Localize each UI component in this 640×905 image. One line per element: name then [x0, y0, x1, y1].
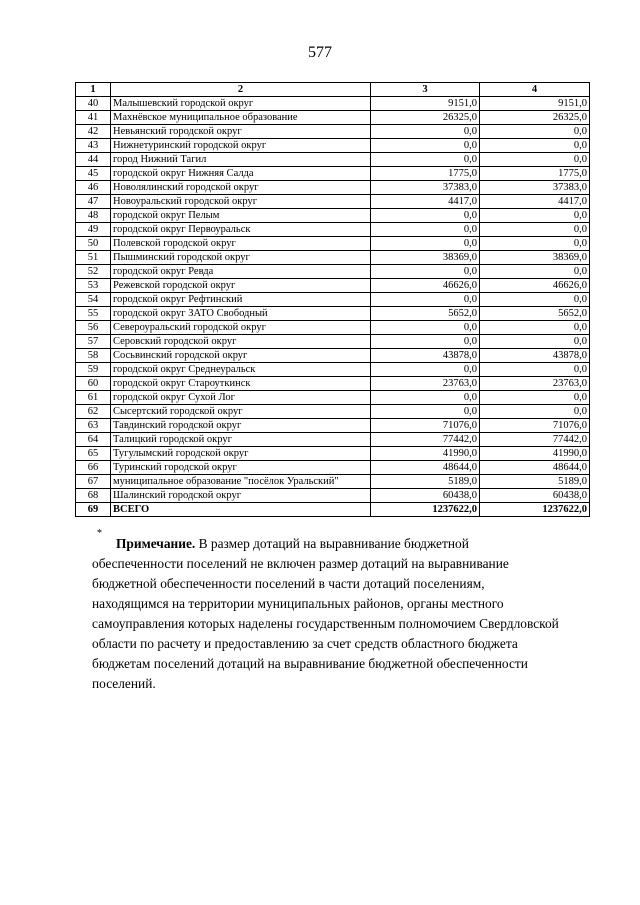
total-municipality-name: ВСЕГО [111, 503, 371, 517]
municipality-name: Махнёвское муниципальное образование [111, 111, 371, 125]
page-number: 577 [308, 44, 332, 61]
value-col-4: 9151,0 [480, 97, 590, 111]
table-row [76, 377, 590, 391]
municipality-name: Полевской городской округ [111, 237, 371, 251]
row-number: 55 [76, 307, 111, 321]
header-col-2: 2 [111, 83, 371, 97]
table-row [76, 433, 590, 447]
table-row [76, 489, 590, 503]
value-col-4: 4417,0 [480, 195, 590, 209]
value-col-3: 0,0 [371, 265, 480, 279]
note-paragraph [92, 534, 562, 694]
row-number: 50 [76, 237, 111, 251]
row-number: 48 [76, 209, 111, 223]
row-number: 60 [76, 377, 111, 391]
row-number: 45 [76, 167, 111, 181]
value-col-4: 26325,0 [480, 111, 590, 125]
value-col-4: 38369,0 [480, 251, 590, 265]
value-col-3: 4417,0 [371, 195, 480, 209]
value-col-3: 0,0 [371, 405, 480, 419]
value-col-3: 9151,0 [371, 97, 480, 111]
row-number: 42 [76, 125, 111, 139]
value-col-4: 0,0 [480, 293, 590, 307]
municipality-name: Тавдинский городской округ [111, 419, 371, 433]
row-number: 62 [76, 405, 111, 419]
value-col-4: 0,0 [480, 237, 590, 251]
table-row [76, 237, 590, 251]
municipality-name: Шалинский городской округ [111, 489, 371, 503]
value-col-3: 0,0 [371, 321, 480, 335]
value-col-3: 0,0 [371, 125, 480, 139]
municipality-name: Невьянский городской округ [111, 125, 371, 139]
municipality-name: Пышминский городской округ [111, 251, 371, 265]
table-row [76, 321, 590, 335]
municipality-name: городской округ Пелым [111, 209, 371, 223]
municipality-name: город Нижний Тагил [111, 153, 371, 167]
value-col-3: 5652,0 [371, 307, 480, 321]
value-col-3: 37383,0 [371, 181, 480, 195]
value-col-3: 60438,0 [371, 489, 480, 503]
value-col-4: 60438,0 [480, 489, 590, 503]
note-block [92, 534, 562, 694]
table-row [76, 335, 590, 349]
table-header [76, 83, 590, 97]
value-col-4: 0,0 [480, 139, 590, 153]
row-number: 54 [76, 293, 111, 307]
value-col-3: 23763,0 [371, 377, 480, 391]
value-col-4: 0,0 [480, 223, 590, 237]
value-col-4: 71076,0 [480, 419, 590, 433]
value-col-4: 41990,0 [480, 447, 590, 461]
table-row [76, 391, 590, 405]
value-col-3: 0,0 [371, 335, 480, 349]
municipality-name: Сосьвинский городской округ [111, 349, 371, 363]
table-row [76, 125, 590, 139]
value-col-4: 0,0 [480, 405, 590, 419]
table-row [76, 279, 590, 293]
note-text: В размер дотаций на выравнивание бюджетной обеспеченности поселений не включен размер дотаций на выравнивание бюджетной обеспеченности поселений в части дотаций поселениям, находящимся на территории муниципальных районов, органы местного самоуправления которых наделены государственным полномочием Свердловской области по расчету и предоставлению за счет средств областного бюджета бюджетам поселений дотаций на выравнивание бюджетной обеспеченности поселений. [92, 536, 559, 691]
note-label: Примечание. [116, 536, 196, 551]
header-col-4: 4 [480, 83, 590, 97]
value-col-3: 0,0 [371, 139, 480, 153]
municipality-name: городской округ Ревда [111, 265, 371, 279]
total-value-col-3: 1237622,0 [371, 503, 480, 517]
row-number: 41 [76, 111, 111, 125]
table-row [76, 363, 590, 377]
table-row [76, 307, 590, 321]
row-number: 46 [76, 181, 111, 195]
value-col-4: 0,0 [480, 335, 590, 349]
row-number: 53 [76, 279, 111, 293]
row-number: 51 [76, 251, 111, 265]
row-number: 64 [76, 433, 111, 447]
municipality-name: Серовский городской округ [111, 335, 371, 349]
municipality-name: городской округ Рефтинский [111, 293, 371, 307]
value-col-3: 48644,0 [371, 461, 480, 475]
value-col-4: 48644,0 [480, 461, 590, 475]
table-row [76, 349, 590, 363]
municipality-name: Новоуральский городской округ [111, 195, 371, 209]
table-row [76, 293, 590, 307]
value-col-3: 1775,0 [371, 167, 480, 181]
value-col-4: 0,0 [480, 321, 590, 335]
value-col-3: 0,0 [371, 293, 480, 307]
municipality-name: Талицкий городской округ [111, 433, 371, 447]
row-number: 43 [76, 139, 111, 153]
value-col-3: 41990,0 [371, 447, 480, 461]
table-row [76, 167, 590, 181]
municipality-name: городской округ Староуткинск [111, 377, 371, 391]
municipality-name: муниципальное образование "посёлок Уральский" [111, 475, 371, 489]
value-col-4: 0,0 [480, 125, 590, 139]
municipality-name: Тугулымский городской округ [111, 447, 371, 461]
value-col-4: 77442,0 [480, 433, 590, 447]
value-col-3: 0,0 [371, 223, 480, 237]
row-number: 47 [76, 195, 111, 209]
row-number: 40 [76, 97, 111, 111]
table-body [76, 97, 590, 517]
row-number: 56 [76, 321, 111, 335]
table-row [76, 265, 590, 279]
value-col-3: 0,0 [371, 209, 480, 223]
municipality-name: Нижнетуринский городской округ [111, 139, 371, 153]
value-col-3: 43878,0 [371, 349, 480, 363]
header-col-3: 3 [371, 83, 480, 97]
table-row [76, 209, 590, 223]
table-row [76, 181, 590, 195]
row-number: 59 [76, 363, 111, 377]
row-number: 52 [76, 265, 111, 279]
row-number: 68 [76, 489, 111, 503]
value-col-4: 23763,0 [480, 377, 590, 391]
municipality-name: Туринский городской округ [111, 461, 371, 475]
municipality-name: Новолялинский городской округ [111, 181, 371, 195]
table-header-row [76, 83, 590, 97]
header-col-1: 1 [76, 83, 111, 97]
value-col-4: 0,0 [480, 391, 590, 405]
municipality-name: Сысертский городской округ [111, 405, 371, 419]
value-col-3: 26325,0 [371, 111, 480, 125]
table-row [76, 223, 590, 237]
value-col-3: 38369,0 [371, 251, 480, 265]
table-row [76, 447, 590, 461]
note-asterisk: * [97, 528, 102, 539]
row-number: 65 [76, 447, 111, 461]
value-col-4: 0,0 [480, 209, 590, 223]
row-number: 49 [76, 223, 111, 237]
municipality-name: городской округ Среднеуральск [111, 363, 371, 377]
row-number: 44 [76, 153, 111, 167]
value-col-4: 1775,0 [480, 167, 590, 181]
value-col-4: 0,0 [480, 153, 590, 167]
value-col-4: 0,0 [480, 363, 590, 377]
table-row [76, 475, 590, 489]
municipality-name: городской округ Первоуральск [111, 223, 371, 237]
value-col-4: 0,0 [480, 265, 590, 279]
value-col-3: 0,0 [371, 363, 480, 377]
municipality-name: Североуральский городской округ [111, 321, 371, 335]
table-row [76, 461, 590, 475]
total-value-col-4: 1237622,0 [480, 503, 590, 517]
value-col-3: 46626,0 [371, 279, 480, 293]
row-number: 57 [76, 335, 111, 349]
value-col-3: 77442,0 [371, 433, 480, 447]
row-number: 66 [76, 461, 111, 475]
table-row [76, 251, 590, 265]
municipality-name: городской округ Нижняя Салда [111, 167, 371, 181]
subsidy-table [75, 82, 590, 517]
value-col-3: 5189,0 [371, 475, 480, 489]
value-col-4: 43878,0 [480, 349, 590, 363]
table-row [76, 195, 590, 209]
row-number: 63 [76, 419, 111, 433]
table-row [76, 97, 590, 111]
row-number: 61 [76, 391, 111, 405]
table-row [76, 139, 590, 153]
value-col-3: 0,0 [371, 153, 480, 167]
municipality-name: Малышевский городской округ [111, 97, 371, 111]
municipality-name: городской округ Сухой Лог [111, 391, 371, 405]
table-row [76, 419, 590, 433]
value-col-3: 0,0 [371, 237, 480, 251]
table-row [76, 111, 590, 125]
value-col-4: 5189,0 [480, 475, 590, 489]
value-col-4: 5652,0 [480, 307, 590, 321]
value-col-4: 46626,0 [480, 279, 590, 293]
total-row-number: 69 [76, 503, 111, 517]
row-number: 67 [76, 475, 111, 489]
municipality-name: Режевской городской округ [111, 279, 371, 293]
table-row [76, 405, 590, 419]
value-col-3: 0,0 [371, 391, 480, 405]
table-row [76, 153, 590, 167]
value-col-4: 37383,0 [480, 181, 590, 195]
municipality-name: городской округ ЗАТО Свободный [111, 307, 371, 321]
value-col-3: 71076,0 [371, 419, 480, 433]
table-total-row [76, 503, 590, 517]
row-number: 58 [76, 349, 111, 363]
